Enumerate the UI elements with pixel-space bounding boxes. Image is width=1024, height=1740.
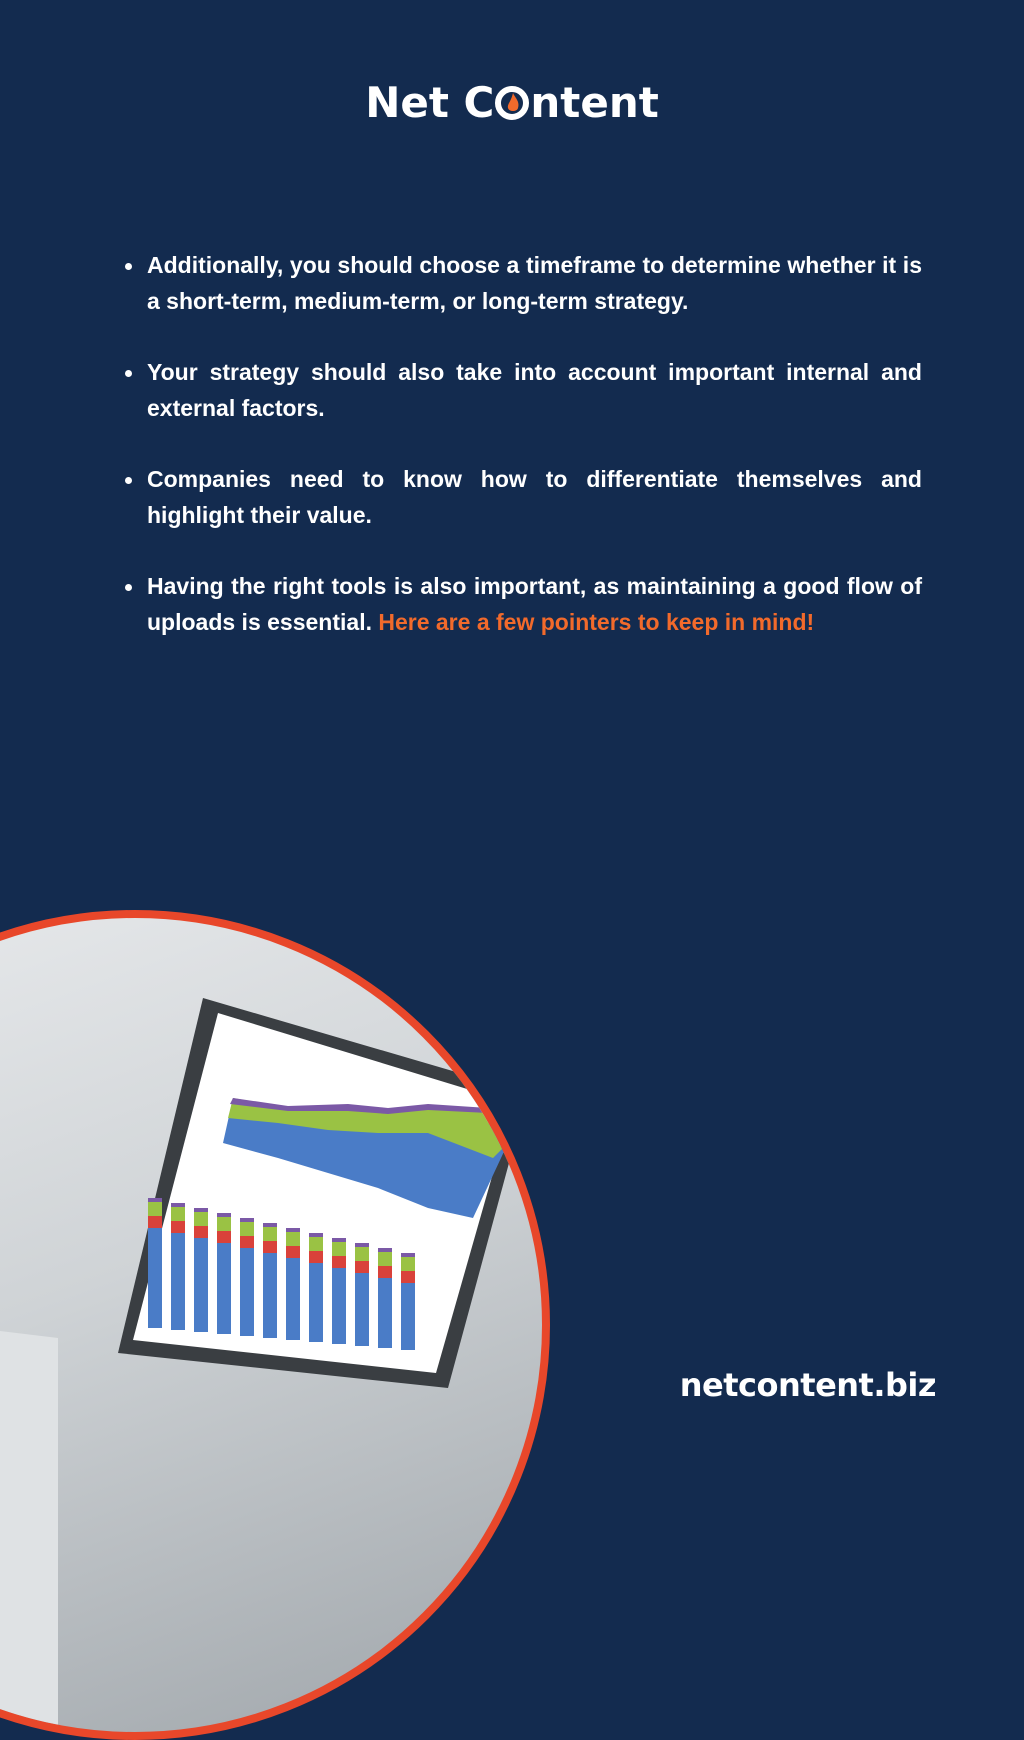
photo-bar-segment [171,1221,185,1233]
photo-bar-segment [171,1233,185,1330]
brand-name-part1: Net C [365,78,495,127]
bullet-text: Having the right tools is also important, as maintaining a good flow of uploads is essential. [147,573,922,635]
bullet-highlight: Here are a few pointers to keep in mind! [378,608,815,635]
photo-bar-segment [401,1271,415,1283]
photo-bar-segment [171,1207,185,1221]
photo-bar-segment [148,1216,162,1228]
photo-bar-segment [194,1238,208,1332]
brand-name-part2: ntent [530,78,659,127]
photo-bar-segment [217,1231,231,1243]
brand-logo [0,78,1024,127]
photo-bar-segment [355,1261,369,1273]
bullet-text: Your strategy should also take into account important internal and external factors. [147,359,922,421]
photo-bar-segment [148,1228,162,1328]
photo-bar-segment [332,1256,346,1268]
photo-bar-segment [378,1278,392,1348]
photo-bar-segment [355,1243,369,1247]
bullet-text: Additionally, you should choose a timeframe to determine whether it is a short-term, medium-term, or long-term strategy. [147,252,922,314]
photo-bar-segment [217,1213,231,1217]
photo-bar-segment [263,1227,277,1241]
photo-bar-segment [148,1198,162,1202]
photo-bar-segment [286,1228,300,1232]
bullet-item [122,355,922,426]
flame-o-icon [495,86,529,120]
photo-bar-segment [378,1252,392,1266]
bullet-item [122,248,922,319]
photo-bar-segment [286,1232,300,1246]
photo-bar-segment [401,1283,415,1350]
bullet-list [122,248,922,676]
bullet-dot-icon [125,370,132,377]
bullet-item [122,569,922,640]
photo-bar-segment [148,1202,162,1216]
photo-bar-segment [401,1253,415,1257]
photo-bar-segment [171,1203,185,1207]
bullet-dot-icon [125,477,132,484]
photo-bar-segment [355,1273,369,1346]
photo-bar-segment [309,1251,323,1263]
photo-bar-segment [286,1246,300,1258]
photo-bar-segment [401,1257,415,1271]
photo-bar-segment [240,1236,254,1248]
photo-bar-segment [309,1263,323,1342]
photo-bar-segment [194,1212,208,1226]
photo-bar-segment [194,1226,208,1238]
photo-bar-segment [240,1218,254,1222]
bullet-dot-icon [125,263,132,270]
photo-bar-segment [309,1233,323,1237]
photo-bar-segment [378,1266,392,1278]
photo-bar-segment [263,1223,277,1227]
photo-bar-segment [240,1248,254,1336]
photo-bar-segment [378,1248,392,1252]
photo-bar-segment [240,1222,254,1236]
photo-bar-segment [217,1243,231,1334]
photo-bar-segment [217,1217,231,1231]
website-domain: netcontent.biz [679,1366,936,1404]
photo-bar-segment [263,1241,277,1253]
bullet-dot-icon [125,584,132,591]
photo-bar-segment [194,1208,208,1212]
laptop-chart-photo [0,910,550,1740]
photo-bar-segment [332,1242,346,1256]
photo-bar-segment [355,1247,369,1261]
bullet-text: Companies need to know how to differentiate themselves and highlight their value. [147,466,922,528]
photo-bar-segment [332,1268,346,1344]
photo-bar-segment [309,1237,323,1251]
photo-bar-segment [286,1258,300,1340]
photo-bar-segment [263,1253,277,1338]
photo-bar-segment [332,1238,346,1242]
bullet-item [122,462,922,533]
